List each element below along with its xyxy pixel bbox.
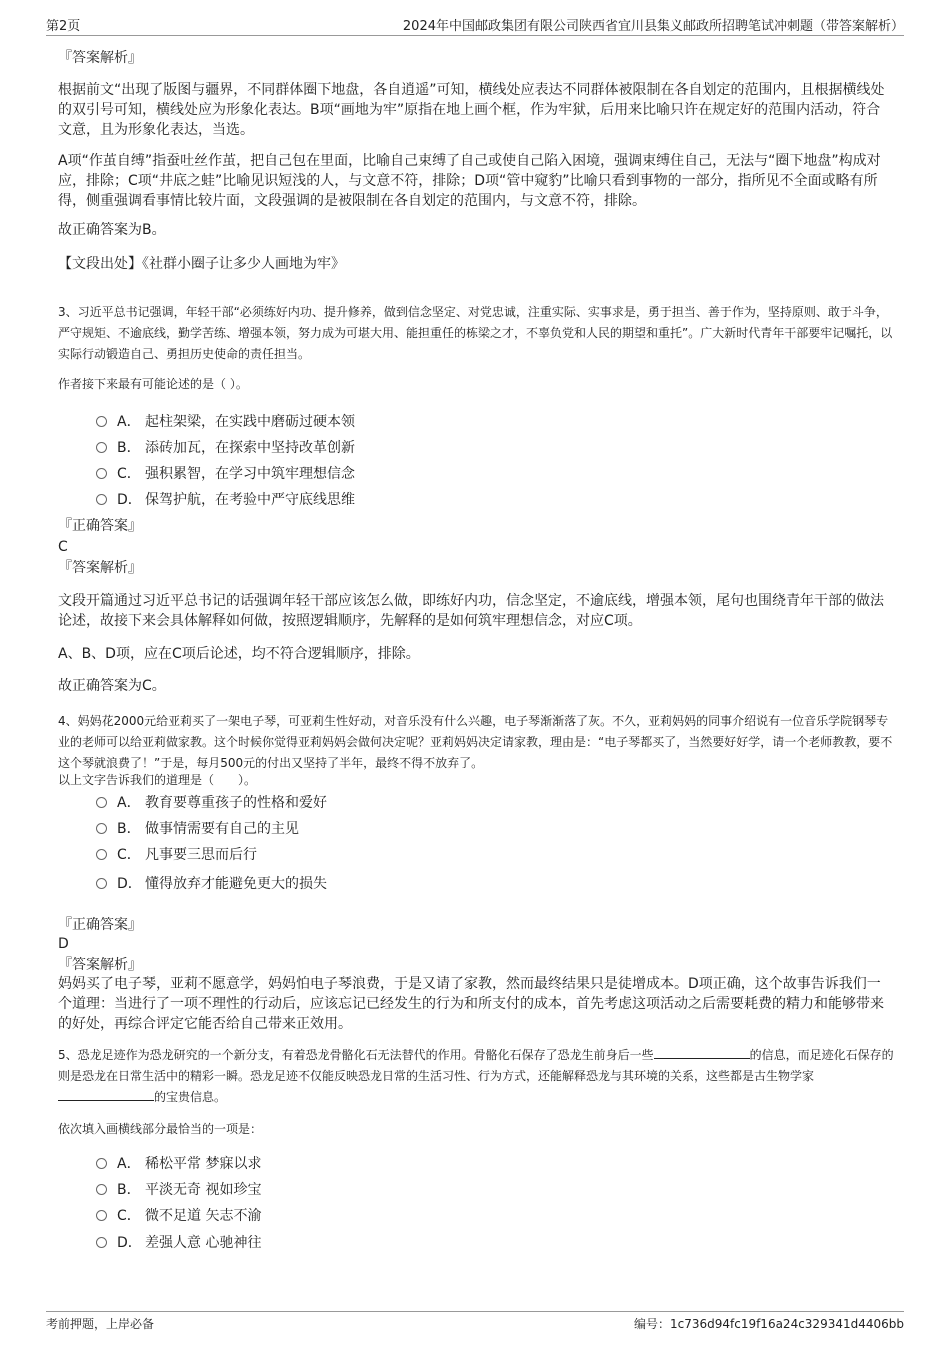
radio-icon[interactable]: [96, 494, 107, 505]
radio-icon[interactable]: [96, 1184, 107, 1195]
q4-analysis-p1: 妈妈买了电子琴，亚莉不愿意学，妈妈怕电子琴浪费，于是又请了家教，然而最终结果只是徒增成本。D项正确，这个故事告诉我们一个道理：当进行了一项不理性的行动后，应该忘记已经发生的行为和所支付的成本，首先考虑这项活动之后需要耗费的精力和能够带来的好处，再综合评定它能否给自己带来正效用。: [58, 976, 884, 1032]
q4-option-b[interactable]: B． 做事情需要有自己的主见: [96, 819, 299, 839]
blank-line: [58, 1088, 154, 1101]
q3-analysis-p2: A、B、D项，应在C项后论述，均不符合逻辑顺序，排除。: [58, 646, 420, 662]
q4-stem: 4、妈妈花2000元给亚莉买了一架电子琴，可亚莉生性好动，对音乐没有什么兴趣，电子琴渐渐落了灰。不久，亚莉妈妈的同事介绍说有一位音乐学院钢琴专业的老师可以给亚莉做家教。这个时候你觉得亚莉妈妈会做何决定呢？亚莉妈妈决定请家教，理由是：“电子琴都买了，当然要好好学，请一个老师教教，要不这个琴就浪费了！”于是，每月500元的付出又坚持了半年，最终不得不放弃了。: [58, 714, 893, 770]
q3-option-b[interactable]: B． 添砖加瓦，在探索中坚持改革创新: [96, 438, 355, 458]
radio-icon[interactable]: [96, 1237, 107, 1248]
q4-question: 以上文字告诉我们的道理是（ ）。: [58, 773, 257, 787]
radio-icon[interactable]: [96, 1210, 107, 1221]
header-divider: [46, 35, 904, 36]
q4-answer: D: [58, 936, 69, 952]
radio-icon[interactable]: [96, 878, 107, 889]
q3-option-c[interactable]: C． 强积累智，在学习中筑牢理想信念: [96, 464, 355, 484]
q5-option-b[interactable]: B． 平淡无奇 视如珍宝: [96, 1180, 261, 1200]
q2-source: 【文段出处】《社群小圈子让多少人画地为牢》: [58, 256, 345, 272]
q2-analysis-p2: A项“作茧自缚”指蚕吐丝作茧，把自己包在里面，比喻自己束缚了自己或使自己陷入困境，强调束缚住自己，无法与“圈下地盘”构成对应，排除；C项“井底之蛙”比喻见识短浅的人，与文意不符，排除；D项“管中窥豹”比喻只看到事物的一部分，指所见不全面或略有所得，侧重强调看事情比较片面，文段强调的是被限制在各自划定的范围内，与文意不符，排除。: [58, 153, 881, 209]
radio-icon[interactable]: [96, 823, 107, 834]
q5-question: 依次填入画横线部分最恰当的一项是：: [58, 1122, 263, 1136]
q3-option-a[interactable]: A． 起柱架梁，在实践中磨砺过硬本领: [96, 412, 355, 432]
document-title: 2024年中国邮政集团有限公司陕西省宜川县集义邮政所招聘笔试冲刺题（带答案解析）: [402, 19, 904, 34]
q3-stem: 3、习近平总书记强调，年轻干部“必须练好内功、提升修养，做到信念坚定、对党忠诚，注重实际、实事求是，勇于担当、善于作为，坚持原则、敢于斗争，严守规矩、不逾底线，勤学苦练、增强本领，努力成为可堪大用、能担重任的栋梁之才，不辜负党和人民的期望和重托”。广大新时代青年干部要牢记嘱托，以实际行动锻造自己、勇担历史使命的责任担当。: [58, 305, 893, 361]
footer-divider: [46, 1311, 904, 1312]
q3-analysis-label: 『答案解析』: [58, 560, 142, 576]
page-number: 第2页: [46, 19, 81, 34]
q3-conclusion: 故正确答案为C。: [58, 678, 166, 694]
q4-analysis-label: 『答案解析』: [58, 957, 142, 973]
blank-line: [654, 1046, 750, 1059]
footer-slogan: 考前押题，上岸必备: [46, 1317, 155, 1331]
q5-option-d[interactable]: D． 差强人意 心驰神往: [96, 1233, 261, 1253]
radio-icon[interactable]: [96, 442, 107, 453]
q4-option-c[interactable]: C． 凡事要三思而后行: [96, 845, 257, 865]
q4-answer-label: 『正确答案』: [58, 917, 142, 933]
q3-answer: C: [58, 539, 68, 555]
document-code: 编号：1c736d94fc19f16a24c329341d4406bb: [633, 1317, 904, 1331]
q4-option-a[interactable]: A． 教育要尊重孩子的性格和爱好: [96, 793, 327, 813]
q3-question: 作者接下来最有可能论述的是（ ）。: [58, 377, 248, 391]
q5-option-a[interactable]: A． 稀松平常 梦寐以求: [96, 1154, 261, 1174]
q5-stem: 5、恐龙足迹作为恐龙研究的一个新分支，有着恐龙骨骼化石无法替代的作用。骨骼化石保存了恐龙生前身后一些 的信息，而足迹化石保存的则是恐龙在日常生活中的精彩一瞬。恐龙足迹不仅能反映恐龙日常的生活习性、行为方式，还能解释恐龙与其环境的关系，这些都是古生物学家的宝贵信息。: [58, 1048, 894, 1104]
q3-analysis-p1: 文段开篇通过习近平总书记的话强调年轻干部应该怎么做，即练好内功，信念坚定，不逾底线，增强本领，尾句也围绕青年干部的做法论述，故接下来会具体解释如何做，按照逻辑顺序，先解释的是如何筑牢理想信念，对应C项。: [58, 593, 884, 629]
q2-conclusion: 故正确答案为B。: [58, 222, 166, 238]
radio-icon[interactable]: [96, 468, 107, 479]
radio-icon[interactable]: [96, 849, 107, 860]
q2-analysis-label: 『答案解析』: [58, 50, 142, 66]
radio-icon[interactable]: [96, 1158, 107, 1169]
q3-answer-label: 『正确答案』: [58, 518, 142, 534]
q3-option-d[interactable]: D． 保驾护航，在考验中严守底线思维: [96, 490, 355, 510]
radio-icon[interactable]: [96, 416, 107, 427]
radio-icon[interactable]: [96, 797, 107, 808]
q2-analysis-p1: 根据前文“出现了版图与疆界，不同群体圈下地盘，各自逍遥”可知，横线处应表达不同群体被限制在各自划定的范围内，且根据横线处的双引号可知，横线处应为形象化表达。B项“画地为牢”原指在地上画个框，作为牢狱，后用来比喻只许在规定好的范围内活动，符合文意，且为形象化表达，当选。: [58, 82, 885, 138]
q5-option-c[interactable]: C． 微不足道 矢志不渝: [96, 1206, 261, 1226]
q4-option-d[interactable]: D． 懂得放弃才能避免更大的损失: [96, 874, 327, 894]
